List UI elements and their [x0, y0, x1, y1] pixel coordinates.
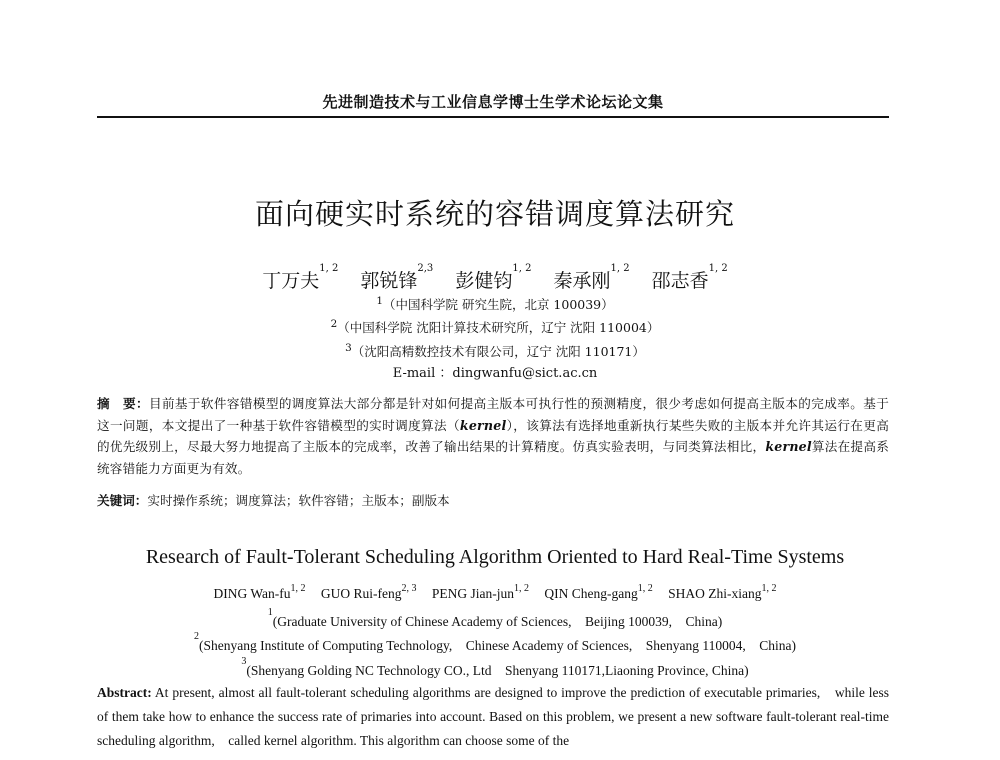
chinese-affiliation-1: $^1$（中国科学院 研究生院，北京 100039）	[376, 295, 614, 313]
kernel-term: kernel	[459, 417, 507, 433]
author-affiliation-mark: 1, 2	[512, 263, 532, 274]
english-affiliation-1: $^1$(Graduate University of Chinese Academy of Sciences, Beijing 100039, China)	[267, 607, 723, 629]
kernel-term: kernel	[765, 439, 812, 455]
english-title: Research of Fault-Tolerant Scheduling Algorithm Oriented to Hard Real-Time Systems	[145, 546, 845, 568]
chinese-author: 彭健钧$^{1, 2}$	[455, 263, 532, 292]
author-affiliation-mark: 1, 2	[610, 263, 630, 274]
chinese-abstract: 摘 要：目前基于软件容错模型的调度算法大部分都是针对如何提高主版本可执行性的预测精度，很少考虑如何提高主版本的完成率。基于这一问题，本文提出了一种基于软件容错模型的实时调度算法（kernel），该算法有选择地重新执行某些失败的主版本并允许其运行在更高的优先级别上，尽最大努力地提高了主版本的完成率，改善了输出结果的计算精度。仿真实验表明，与同类算法相比，kernel算法在提高系统容错能力方面更为有效。	[97, 396, 889, 476]
author-affiliation-mark: 2, 3	[401, 583, 417, 594]
author-email: E-mail ：dingwanfu@sict.ac.cn	[392, 366, 598, 381]
chinese-title: 面向硬实时系统的容错调度算法研究	[254, 197, 735, 231]
chinese-author: 丁万夫$^{1, 2}$	[262, 263, 339, 292]
english-author: QIN Cheng-gang$^{1, 2}$	[544, 583, 653, 601]
author-affiliation-mark: 1, 2	[290, 583, 306, 594]
author-affiliation-mark: 1, 2	[637, 583, 653, 594]
author-affiliation-mark: 2,3	[417, 263, 434, 274]
author-affiliation-mark: 1, 2	[514, 583, 530, 594]
chinese-author: 邵志香$^{1, 2}$	[651, 263, 728, 292]
english-abstract: Abstract: At present, almost all fault-tolerant scheduling algorithms are designed to improve the prediction of executable primaries, while less of them take how to enhance the success rate of primaries into account. Based on this problem, we present a new software fault-tolerant real-time scheduling algorithm, called kernel algorithm. This algorithm can choose some of the	[97, 685, 889, 748]
english-authors	[0, 583, 990, 602]
chinese-authors	[0, 263, 990, 293]
running-header: 先进制造技术与工业信息学博士生学术论坛论文集	[322, 93, 664, 111]
abstract-label: Abstract:	[97, 685, 152, 700]
abstract-label: 摘 要：	[97, 396, 149, 411]
chinese-author: 秦承刚$^{1, 2}$	[553, 263, 630, 292]
english-author: GUO Rui-feng$^{2, 3}$	[320, 583, 417, 601]
chinese-affiliation-2: $^2$（中国科学院 沈阳计算技术研究所，辽宁 沈阳 110004）	[330, 318, 660, 336]
english-affiliation-3: $^3$(Shenyang Golding NC Technology CO., Ltd Shenyang 110171,Liaoning Province, China)	[241, 656, 749, 678]
english-author: SHAO Zhi-xiang$^{1, 2}$	[668, 583, 777, 601]
keywords-label: 关键词：	[97, 493, 148, 508]
header-rule	[97, 116, 889, 118]
english-affiliation-2: $^2$(Shenyang Institute of Computing Technology, Chinese Academy of Sciences, Shenyang 110004, China)	[194, 631, 796, 653]
english-author: PENG Jian-jun$^{1, 2}$	[431, 583, 530, 601]
chinese-author: 郭锐锋$^{2,3}$	[360, 263, 434, 292]
author-affiliation-mark: 1, 2	[708, 263, 728, 274]
author-affiliation-mark: 1, 2	[761, 583, 777, 594]
chinese-keywords: 关键词：实时操作系统；调度算法；软件容错；主版本；副版本	[97, 493, 450, 508]
author-affiliation-mark: 1, 2	[319, 263, 339, 274]
english-author: DING Wan-fu$^{1, 2}$	[213, 583, 306, 601]
chinese-affiliation-3: $^3$（沈阳高精数控技术有限公司，辽宁 沈阳 110171）	[345, 342, 645, 360]
